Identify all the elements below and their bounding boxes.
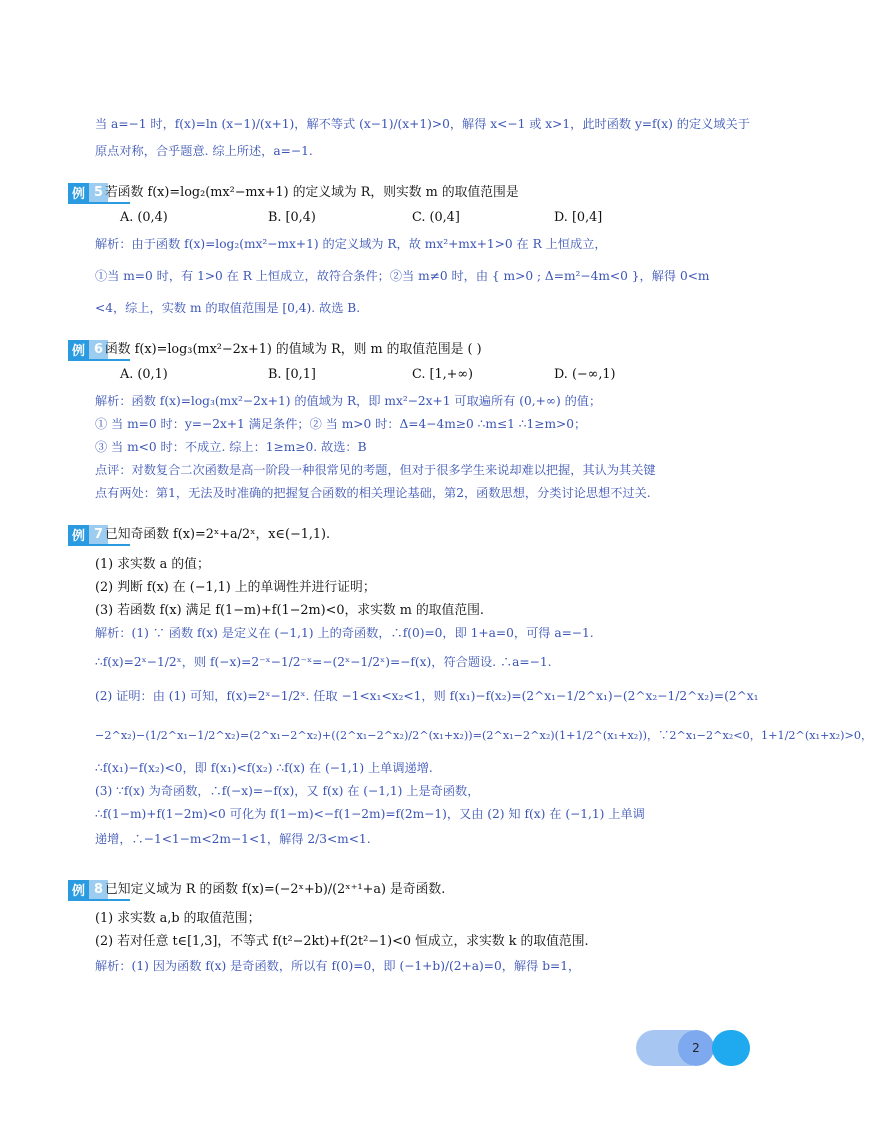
- ex5-option-d: D. [0,4]: [554, 210, 603, 225]
- intro-line-1: 当 a=−1 时，f(x)=ln (x−1)/(x+1)，解不等式 (x−1)/(x+1)>0，解得 x<−1 或 x>1，此时函数 y=f(x) 的定义域关于: [95, 117, 750, 131]
- example-label: 例: [68, 525, 89, 544]
- ex6-option-b: B. [0,1]: [268, 367, 316, 382]
- ex6-solution-line-3: ③ 当 m<0 时：不成立. 综上：1≥m≥0. 故选：B: [95, 440, 367, 454]
- ex7-solution-line-2: ∴f(x)=2ˣ−1/2ˣ，则 f(−x)=2⁻ˣ−1/2⁻ˣ=−(2ˣ−1/2ˣ)=−f(x)，符合题设. ∴a=−1.: [95, 655, 552, 669]
- ex6-solution-line-2: ① 当 m=0 时：y=−2x+1 满足条件；② 当 m>0 时：Δ=4−4m≥0 ∴m≤1 ∴1≥m>0；: [95, 417, 587, 431]
- example-number: 7: [89, 525, 108, 544]
- ex8-part-1: (1) 求实数 a,b 的取值范围；: [95, 911, 261, 926]
- intro-line-2: 原点对称，合乎题意. 综上所述，a=−1.: [95, 144, 313, 158]
- ex7-solution-line-7: ∴f(1−m)+f(1−2m)<0 可化为 f(1−m)<−f(1−2m)=f(2m−1)，又由 (2) 知 f(x) 在 (−1,1) 上单调: [95, 807, 645, 821]
- ex6-option-a: A. (0,1): [120, 367, 168, 382]
- ex6-option-d: D. (−∞,1): [554, 367, 616, 382]
- ex5-solution-line-3: <4，综上，实数 m 的取值范围是 [0,4). 故选 B.: [95, 301, 361, 315]
- page-number-accent: [712, 1030, 750, 1066]
- ex7-solution-line-4: −2^x₂)−(1/2^x₁−1/2^x₂)=(2^x₁−2^x₂)+((2^x₁−2^x₂)/2^(x₁+x₂))=(2^x₁−2^x₂)(1+1/2^(x₁+x₂))，∵2^x₁−2^x₂<0，1+1/2^(x₁+x₂)>0，: [95, 729, 872, 742]
- example-6-question: 函数 f(x)=log₃(mx²−2x+1) 的值域为 R，则 m 的取值范围是 ( ): [105, 342, 482, 357]
- example-7-badge: [68, 525, 108, 544]
- page-number: 2: [692, 1041, 700, 1055]
- example-5-badge: [68, 183, 108, 202]
- example-number: 5: [89, 183, 108, 202]
- ex6-comment-line-2: 点有两处：第1，无法及时准确的把握复合函数的相关理论基础，第2，函数思想，分类讨论思想不过关.: [95, 486, 651, 500]
- example-5-question: 若函数 f(x)=log₂(mx²−mx+1) 的定义域为 R，则实数 m 的取值范围是: [105, 185, 519, 200]
- ex5-solution-line-1: 解析：由于函数 f(x)=log₂(mx²−mx+1) 的定义域为 R，故 mx²+mx+1>0 在 R 上恒成立，: [95, 237, 607, 251]
- example-7-question: 已知奇函数 f(x)=2ˣ+a/2ˣ，x∈(−1,1).: [105, 527, 331, 542]
- ex7-part-1: (1) 求实数 a 的值；: [95, 557, 210, 572]
- ex6-solution-line-1: 解析：函数 f(x)=log₃(mx²−2x+1) 的值域为 R，即 mx²−2x+1 可取遍所有 (0,+∞) 的值；: [95, 394, 602, 408]
- example-label: 例: [68, 183, 89, 202]
- ex8-part-2: (2) 若对任意 t∈[1,3]，不等式 f(t²−2kt)+f(2t²−1)<0 恒成立，求实数 k 的取值范围.: [95, 934, 589, 949]
- ex7-solution-line-6: (3) ∵f(x) 为奇函数，∴f(−x)=−f(x)，又 f(x) 在 (−1,1) 上是奇函数，: [95, 784, 480, 798]
- ex5-option-c: C. (0,4]: [412, 210, 460, 225]
- ex7-solution-line-1: 解析：(1) ∵ 函数 f(x) 是定义在 (−1,1) 上的奇函数，∴f(0)=0，即 1+a=0，可得 a=−1.: [95, 626, 594, 640]
- ex7-solution-line-3: (2) 证明：由 (1) 可知，f(x)=2ˣ−1/2ˣ. 任取 −1<x₁<x₂<1，则 f(x₁)−f(x₂)=(2^x₁−1/2^x₁)−(2^x₂−1/2^x₂)=(2^x₁: [95, 689, 759, 703]
- example-number: 6: [89, 340, 108, 359]
- ex7-solution-line-8: 递增，∴−1<1−m<2m−1<1，解得 2/3<m<1.: [95, 832, 371, 846]
- ex7-solution-line-5: ∴f(x₁)−f(x₂)<0，即 f(x₁)<f(x₂) ∴f(x) 在 (−1,1) 上单调递增.: [95, 761, 433, 775]
- example-number: 8: [89, 880, 108, 899]
- ex7-part-3: (3) 若函数 f(x) 满足 f(1−m)+f(1−2m)<0，求实数 m 的取值范围.: [95, 603, 484, 618]
- ex5-option-b: B. [0,4): [268, 210, 316, 225]
- example-8-badge: [68, 880, 108, 899]
- ex6-option-c: C. [1,+∞): [412, 367, 474, 382]
- example-6-badge: [68, 340, 108, 359]
- ex5-option-a: A. (0,4): [120, 210, 168, 225]
- example-label: 例: [68, 340, 89, 359]
- example-label: 例: [68, 880, 89, 899]
- ex8-solution-line-1: 解析：(1) 因为函数 f(x) 是奇函数，所以有 f(0)=0，即 (−1+b)/(2+a)=0，解得 b=1，: [95, 959, 581, 973]
- ex6-comment-line-1: 点评：对数复合二次函数是高一阶段一种很常见的考题，但对于很多学生来说却难以把握，其认为其关键: [95, 463, 656, 477]
- ex7-part-2: (2) 判断 f(x) 在 (−1,1) 上的单调性并进行证明；: [95, 580, 376, 595]
- example-8-question: 已知定义域为 R 的函数 f(x)=(−2ˣ+b)/(2ˣ⁺¹+a) 是奇函数.: [105, 882, 446, 897]
- ex5-solution-line-2: ①当 m=0 时，有 1>0 在 R 上恒成立，故符合条件；②当 m≠0 时，由 { m>0 ; Δ=m²−4m<0 }，解得 0<m: [95, 269, 710, 283]
